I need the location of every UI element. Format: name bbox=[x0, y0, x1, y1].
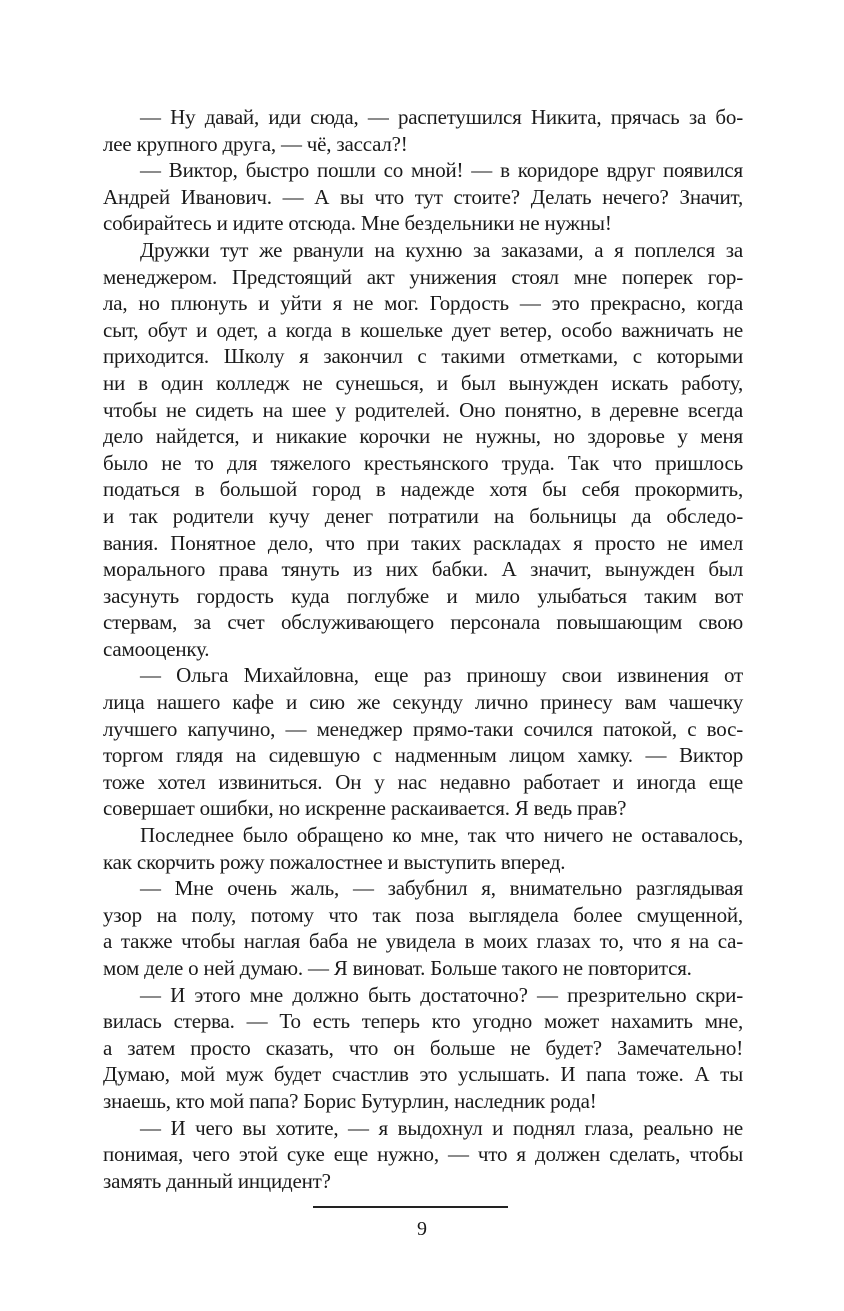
text-line: стервам, за счет обслуживающего персонала повышающим свою bbox=[103, 610, 743, 635]
text-line: было не то для тяжелого крестьянского труда. Так что пришлось bbox=[103, 450, 743, 475]
text-line: — Ну давай, иди сюда, — распетушился Никита, прячась за бо- bbox=[140, 105, 743, 129]
text-line: торгом глядя на сидевшую с надменным лицом хамку. — Виктор bbox=[103, 743, 743, 768]
paragraph bbox=[103, 875, 743, 981]
paragraph bbox=[103, 982, 743, 1115]
text-line: ла, но плюнуть и уйти я не мог. Гордость — это прекрасно, когда bbox=[103, 291, 743, 316]
text-line: морального права тянуть из них бабки. А значит, вынужден был bbox=[103, 557, 743, 582]
paragraph bbox=[103, 822, 743, 875]
text-line: — Мне очень жаль, — забубнил я, внимательно разглядывая bbox=[140, 876, 743, 901]
text-line: лица нашего кафе и сию же секунду лично принесу вам чашечку bbox=[103, 690, 743, 715]
text-line: вания. Понятное дело, что при таких раскладах я просто не имел bbox=[103, 530, 743, 555]
paragraph bbox=[103, 662, 743, 822]
text-line: собирайтесь и идите отсюда. Мне бездельники не нужны! bbox=[103, 211, 612, 236]
text-line: Последнее было обращено ко мне, так что ничего не оставалось, bbox=[140, 823, 743, 848]
paragraph bbox=[103, 157, 743, 237]
text-line: чтобы не сидеть на шее у родителей. Оно понятно, в деревне всегда bbox=[103, 397, 743, 422]
text-line: ни в один колледж не сунешься, и был вынужден искать работу, bbox=[103, 370, 743, 395]
text-line: лучшего капучино, — менеджер прямо-таки сочился патокой, с вос- bbox=[103, 716, 743, 741]
footer-divider bbox=[313, 1206, 508, 1208]
text-line: и так родители кучу денег потратили на больницы да обследо- bbox=[103, 503, 743, 528]
text-line: а затем просто сказать, что он больше не будет? Замечательно! bbox=[103, 1035, 743, 1060]
text-line: самооценку. bbox=[103, 636, 210, 661]
text-line: узор на полу, потому что так поза выглядела более смущенной, bbox=[103, 902, 743, 927]
text-line: лее крупного друга, — чё, зассал?! bbox=[103, 131, 408, 156]
text-line: а также чтобы наглая баба не увидела в моих глазах то, что я на са- bbox=[103, 929, 743, 954]
text-line: Думаю, мой муж будет счастлив это услышать. И папа тоже. А ты bbox=[103, 1062, 743, 1087]
text-line: Дружки тут же рванули на кухню за заказами, а я поплелся за bbox=[140, 237, 743, 262]
paragraph bbox=[103, 1115, 743, 1195]
text-line: засунуть гордость куда поглубже и мило улыбаться таким вот bbox=[103, 583, 743, 608]
text-line: приходится. Школу я закончил с такими отметками, с которыми bbox=[103, 344, 743, 369]
text-line: понимая, чего этой суке еще нужно, — что я должен сделать, чтобы bbox=[103, 1142, 743, 1167]
text-line: менеджером. Предстоящий акт унижения стоял мне поперек гор- bbox=[103, 264, 743, 289]
text-line: дело найдется, и никакие корочки не нужны, но здоровье у меня bbox=[103, 424, 743, 449]
text-line: как скорчить рожу пожалостнее и выступить вперед. bbox=[103, 849, 566, 874]
text-line: сыт, обут и одет, а когда в кошельке дует ветер, особо важничать не bbox=[103, 317, 743, 342]
text-line: совершает ошибки, но искренне раскаивается. Я ведь прав? bbox=[103, 796, 627, 821]
text-line: вилась стерва. — То есть теперь кто угодно может нахамить мне, bbox=[103, 1009, 743, 1034]
text-line: — И чего вы хотите, — я выдохнул и поднял глаза, реально не bbox=[140, 1115, 743, 1140]
paragraph bbox=[103, 237, 743, 663]
text-line: мом деле о ней думаю. — Я виноват. Больше такого не повторится. bbox=[103, 956, 692, 980]
text-line: знаешь, кто мой папа? Борис Бутурлин, наследник рода! bbox=[103, 1088, 597, 1113]
text-line: податься в большой город в надежде хотя бы себя прокормить, bbox=[103, 477, 743, 502]
text-line: — Ольга Михайловна, еще раз приношу свои извинения от bbox=[140, 663, 743, 688]
text-line: замять данный инцидент? bbox=[103, 1168, 331, 1193]
text-line: — И этого мне должно быть достаточно? — презрительно скри- bbox=[140, 982, 743, 1007]
text-line: тоже хотел извиниться. Он у нас недавно работает и иногда еще bbox=[103, 769, 743, 794]
text-line: — Виктор, быстро пошли со мной! — в коридоре вдруг появился bbox=[140, 158, 743, 183]
page-body-text bbox=[103, 104, 743, 1194]
text-line: Андрей Иванович. — А вы что тут стоите? Делать нечего? Значит, bbox=[103, 184, 743, 209]
paragraph bbox=[103, 104, 743, 157]
page-number: 9 bbox=[417, 1218, 427, 1240]
